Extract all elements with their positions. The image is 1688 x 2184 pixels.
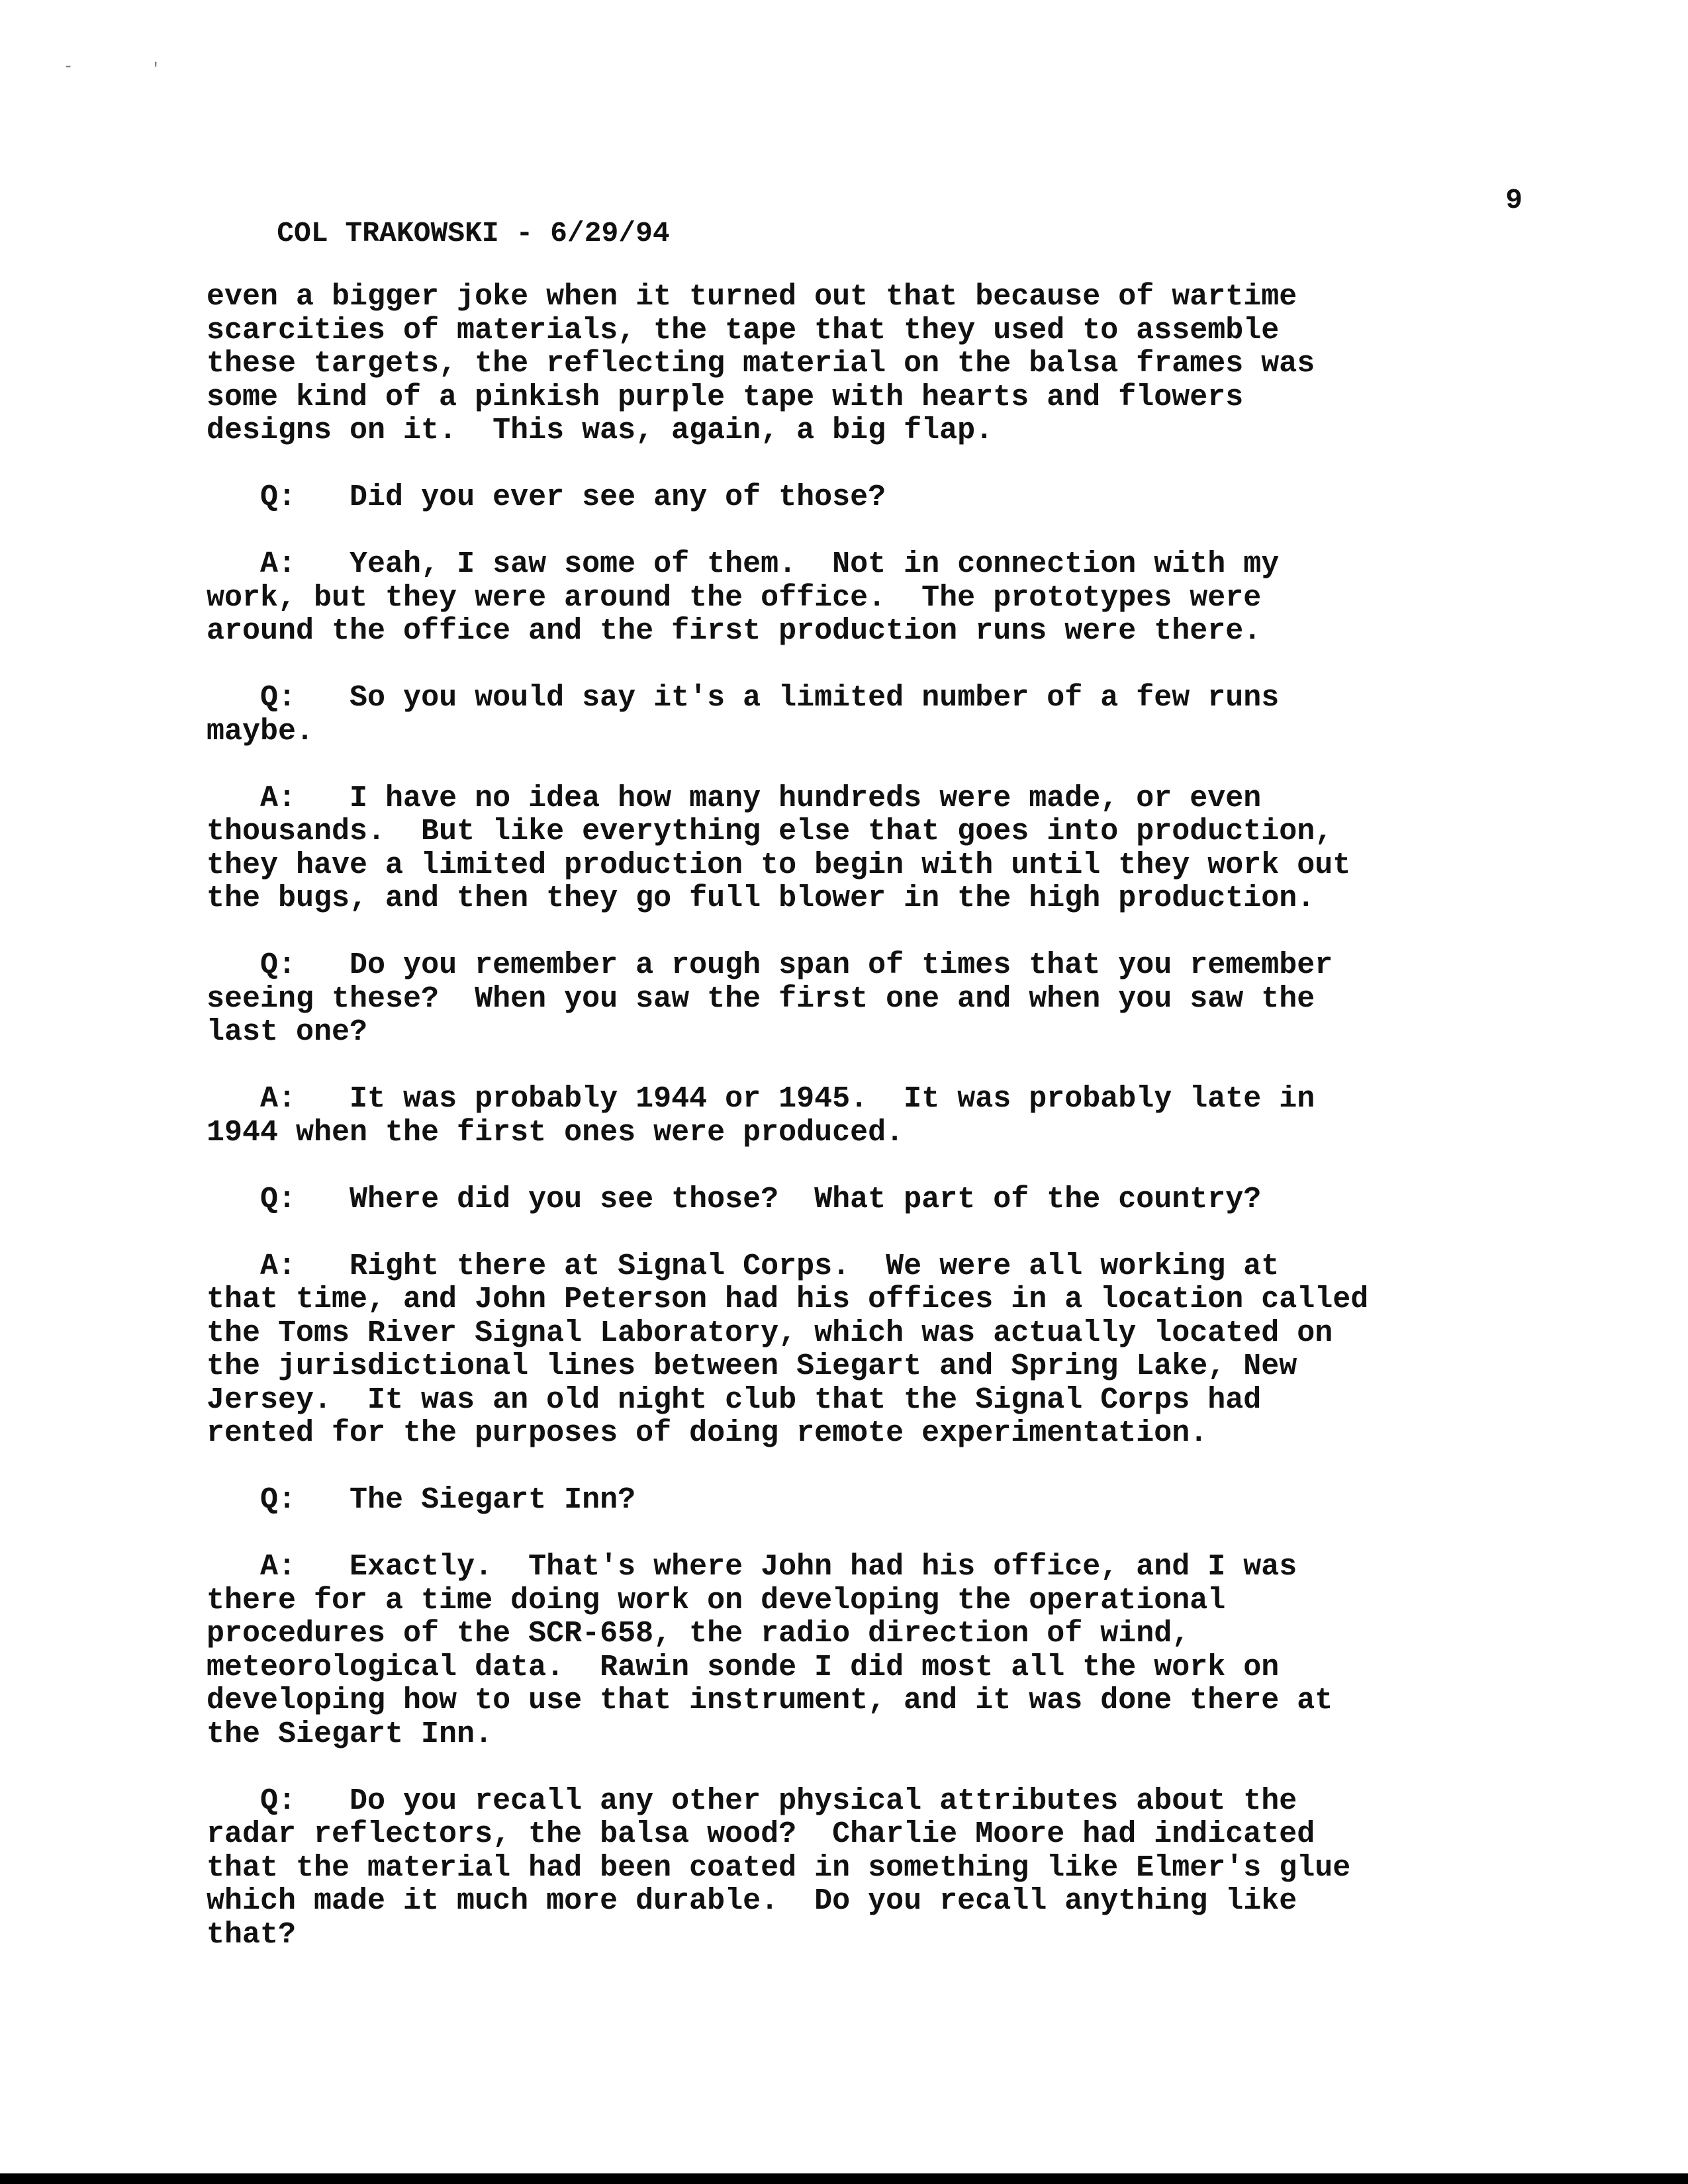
paragraph-line: rented for the purposes of doing remote experimentation. bbox=[207, 1416, 1208, 1450]
line-text: Did you ever see any of those? bbox=[350, 480, 886, 514]
page-number: 9 bbox=[1505, 184, 1523, 216]
paragraph-line: designs on it. This was, again, a big flap. bbox=[207, 414, 994, 447]
paragraph-line: Jersey. It was an old night club that the Signal Corps had bbox=[207, 1383, 1262, 1417]
answer-paragraph bbox=[207, 782, 1530, 916]
line-text: I have no idea how many hundreds were made, or even bbox=[350, 781, 1262, 815]
line-text: Where did you see those? What part of the country? bbox=[350, 1182, 1262, 1216]
question-paragraph bbox=[207, 1484, 1530, 1518]
speaker-gap bbox=[296, 782, 350, 815]
paragraph-line: they have a limited production to begin with until they work out bbox=[207, 848, 1351, 882]
scan-speck-mark: - bbox=[64, 58, 73, 76]
paragraph-first-line bbox=[207, 782, 1530, 816]
bottom-scan-edge bbox=[0, 2173, 1688, 2184]
paragraph-line: seeing these? When you saw the first one and when you saw the bbox=[207, 981, 1315, 1016]
indent bbox=[207, 1483, 260, 1517]
paragraph-first-line bbox=[207, 1250, 1530, 1284]
paragraph-line: developing how to use that instrument, and it was done there at bbox=[207, 1684, 1333, 1717]
paragraph-line: there for a time doing work on developing the operational bbox=[207, 1583, 1226, 1617]
paragraph-line: the Siegart Inn. bbox=[207, 1717, 493, 1751]
indent bbox=[207, 948, 260, 982]
speaker-gap bbox=[296, 681, 350, 715]
indent bbox=[207, 681, 260, 715]
paragraph-first-line bbox=[207, 548, 1530, 582]
speaker-gap bbox=[296, 1250, 350, 1283]
paragraph-line: that the material had been coated in something like Elmer's glue bbox=[207, 1850, 1351, 1885]
paragraph-first-line bbox=[207, 481, 1530, 515]
paragraph-line: which made it much more durable. Do you recall anything like bbox=[207, 1884, 1297, 1918]
line-text: Do you recall any other physical attributes about the bbox=[350, 1784, 1297, 1818]
header-title: COL TRAKOWSKI - 6/29/94 bbox=[277, 217, 670, 250]
speaker-gap bbox=[296, 480, 350, 514]
paragraph-line: 1944 when the first ones were produced. bbox=[207, 1115, 904, 1150]
speaker-gap bbox=[296, 1183, 350, 1216]
paragraph-first-line bbox=[207, 682, 1530, 715]
line-text: Exactly. That's where John had his office, and I was bbox=[350, 1550, 1297, 1584]
speaker-gap bbox=[296, 1784, 350, 1818]
paragraph-first-line bbox=[207, 1083, 1530, 1116]
scan-speck-mark: ' bbox=[151, 61, 161, 79]
indent bbox=[207, 480, 260, 514]
paragraph-line: some kind of a pinkish purple tape with hearts and flowers bbox=[207, 380, 1244, 414]
question-paragraph bbox=[207, 682, 1530, 749]
speaker-label: A: bbox=[260, 1082, 297, 1116]
paragraph-first-line bbox=[207, 1183, 1530, 1217]
paragraph-line: the bugs, and then they go full blower in the high production. bbox=[207, 882, 1315, 915]
speaker-label: Q: bbox=[260, 948, 297, 982]
speaker-gap bbox=[296, 1483, 350, 1517]
paragraph-line: these targets, the reflecting material on the balsa frames was bbox=[207, 347, 1315, 381]
question-paragraph bbox=[207, 949, 1530, 1050]
paragraph-line: radar reflectors, the balsa wood? Charlie Moore had indicated bbox=[207, 1817, 1315, 1851]
answer-paragraph bbox=[207, 1551, 1530, 1751]
line-text: Right there at Signal Corps. We were all working at bbox=[350, 1249, 1280, 1283]
paragraph-line: that? bbox=[207, 1917, 297, 1952]
indent bbox=[207, 547, 260, 581]
line-text: Yeah, I saw some of them. Not in connection with my bbox=[350, 547, 1280, 581]
paragraph-line: even a bigger joke when it turned out that because of wartime bbox=[207, 280, 1297, 314]
paragraph-first-line bbox=[207, 1551, 1530, 1584]
answer-paragraph bbox=[207, 1083, 1530, 1150]
paragraph-first-line bbox=[207, 1484, 1530, 1518]
paragraph-line: the Toms River Signal Laboratory, which was actually located on bbox=[207, 1316, 1333, 1350]
indent bbox=[207, 1250, 260, 1283]
indent bbox=[207, 1784, 260, 1818]
speaker-label: A: bbox=[260, 1249, 297, 1283]
speaker-label: Q: bbox=[260, 480, 297, 514]
speaker-label: A: bbox=[260, 547, 297, 581]
paragraph-line: meteorological data. Rawin sonde I did most all the work on bbox=[207, 1650, 1280, 1684]
line-text: So you would say it's a limited number of a few runs bbox=[350, 681, 1280, 715]
transcript-body bbox=[207, 281, 1530, 1985]
answer-paragraph bbox=[207, 548, 1530, 649]
speaker-label: Q: bbox=[260, 1182, 297, 1216]
indent bbox=[207, 1550, 260, 1584]
paragraph-line: last one? bbox=[207, 1015, 368, 1049]
indent bbox=[207, 1082, 260, 1116]
speaker-label: Q: bbox=[260, 681, 297, 715]
indent bbox=[207, 782, 260, 815]
continued-paragraph bbox=[207, 281, 1530, 448]
paragraph-line: procedures of the SCR-658, the radio direction of wind, bbox=[207, 1617, 1190, 1651]
speaker-gap bbox=[296, 547, 350, 581]
indent bbox=[207, 1183, 260, 1216]
question-paragraph bbox=[207, 1183, 1530, 1217]
speaker-label: Q: bbox=[260, 1483, 297, 1517]
question-paragraph bbox=[207, 481, 1530, 515]
paragraph-line: work, but they were around the office. The prototypes were bbox=[207, 580, 1262, 615]
paragraph-line: maybe. bbox=[207, 714, 314, 749]
speaker-label: A: bbox=[260, 781, 297, 815]
speaker-gap bbox=[296, 1550, 350, 1584]
paragraph-first-line bbox=[207, 1785, 1530, 1819]
line-text: It was probably 1944 or 1945. It was probably late in bbox=[350, 1082, 1315, 1116]
speaker-label: Q: bbox=[260, 1784, 297, 1818]
line-text: The Siegart Inn? bbox=[350, 1483, 636, 1517]
paragraph-line: that time, and John Peterson had his offices in a location called bbox=[207, 1283, 1369, 1316]
speaker-gap bbox=[296, 1082, 350, 1116]
paragraph-line: scarcities of materials, the tape that they used to assemble bbox=[207, 313, 1280, 347]
line-text: Do you remember a rough span of times that you remember bbox=[350, 948, 1333, 982]
speaker-label: A: bbox=[260, 1550, 297, 1584]
question-paragraph bbox=[207, 1785, 1530, 1952]
speaker-gap bbox=[296, 948, 350, 982]
paragraph-line: thousands. But like everything else that goes into production, bbox=[207, 815, 1333, 848]
paragraph-line: around the office and the first production runs were there. bbox=[207, 614, 1262, 648]
answer-paragraph bbox=[207, 1250, 1530, 1451]
paragraph-first-line bbox=[207, 949, 1530, 983]
paragraph-line: the jurisdictional lines between Siegart and Spring Lake, New bbox=[207, 1349, 1297, 1383]
